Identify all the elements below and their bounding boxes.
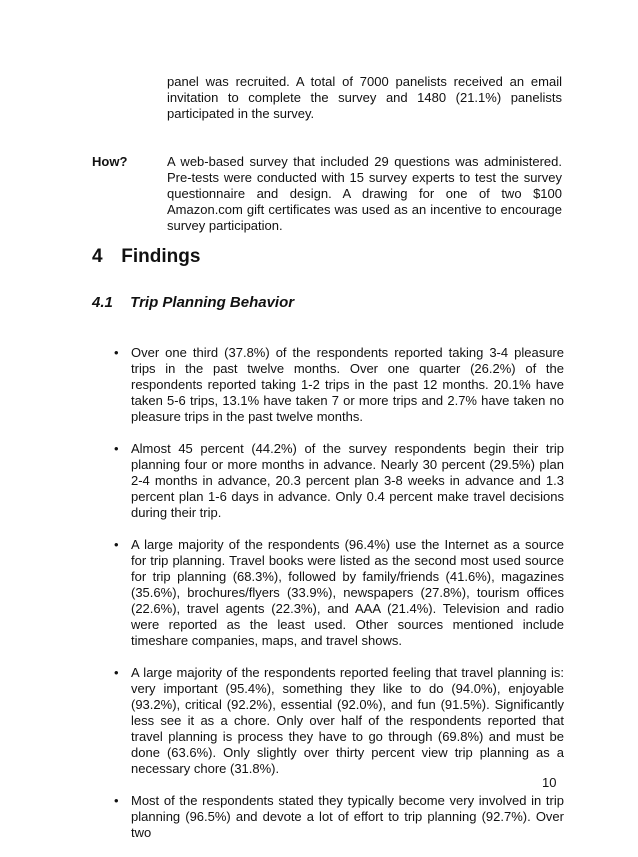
bullet-item: [114, 345, 564, 425]
bullet-text: Most of the respondents stated they typically become very involved in trip planning (96.5%) and devote a lot of effort to trip planning (92.7%). Over two: [131, 793, 564, 840]
bullet-icon: •: [114, 441, 119, 456]
subsection-title: Trip Planning Behavior: [130, 294, 295, 311]
method-how-row: [92, 154, 562, 234]
section-heading: [92, 246, 200, 268]
method-how-text: A web-based survey that included 29 questions was administered. Pre-tests were conducted with 15 survey experts to test the survey questionnaire and design. A drawing for one of two $100 Amazon.com gift certificates was used as an incentive to encourage survey participation.: [167, 154, 562, 233]
bullet-icon: •: [114, 665, 119, 680]
bullet-text: Over one third (37.8%) of the respondents reported taking 3-4 pleasure trips in the past twelve months. Over one quarter (26.2%) of the respondents reported taking 1-2 trips in the past 12 months. 20.1% have taken 5-6 trips, 13.1% have taken 7 or more trips and 2.7% have taken no pleasure trips in the past twelve months.: [131, 345, 564, 424]
section-number: 4: [92, 246, 103, 267]
page-number: 10: [542, 775, 557, 790]
bullet-text: A large majority of the respondents (96.4%) use the Internet as a source for trip planning. Travel books were listed as the second most used source for trip planning (68.3%), followed by family/friends (41.6%), magazines (35.6%), brochures/flyers (33.9%), newspapers (27.8%), tourism offices (22.6%), travel agents (22.3%), and AAA (21.4%). Television and radio were reported as the least used. Other sources mentioned include timeshare companies, maps, and travel shows.: [131, 537, 564, 648]
subsection-heading: [92, 294, 294, 311]
bullet-item: [114, 537, 564, 649]
findings-bullet-list: [114, 345, 564, 857]
bullet-icon: •: [114, 537, 119, 552]
method-continuation-text: panel was recruited. A total of 7000 panelists received an email invitation to complete the survey and 1480 (21.1%) panelists participated in the survey.: [167, 74, 562, 121]
bullet-item: [114, 441, 564, 521]
bullet-text: A large majority of the respondents reported feeling that travel planning is: very important (95.4%), something they like to do (94.0%), enjoyable (93.2%), critical (92.2%), essential (92.0%), and fun (91.5%). Significantly less see it as a chore. Only over half of the respondents reported that travel planning is process they have to go through (69.8%) and must be done (63.6%). Only slightly over thirty percent view trip planning as a necessary chore (31.8%).: [131, 665, 564, 776]
method-label-empty: [92, 74, 167, 122]
bullet-item: [114, 793, 564, 841]
bullet-icon: •: [114, 793, 119, 808]
bullet-text: Almost 45 percent (44.2%) of the survey respondents begin their trip planning four or more months in advance. Nearly 30 percent (29.5%) plan 2-4 months in advance, 20.3 percent plan 3-8 weeks in advance and 1.3 percent plan 1-6 days in advance. Only 0.4 percent make travel decisions during their trip.: [131, 441, 564, 520]
bullet-icon: •: [114, 345, 119, 360]
method-continuation-row: [92, 74, 562, 122]
subsection-number: 4.1: [92, 294, 113, 311]
bullet-item: [114, 665, 564, 777]
section-title: Findings: [121, 246, 201, 267]
method-how-label: How?: [92, 154, 128, 169]
